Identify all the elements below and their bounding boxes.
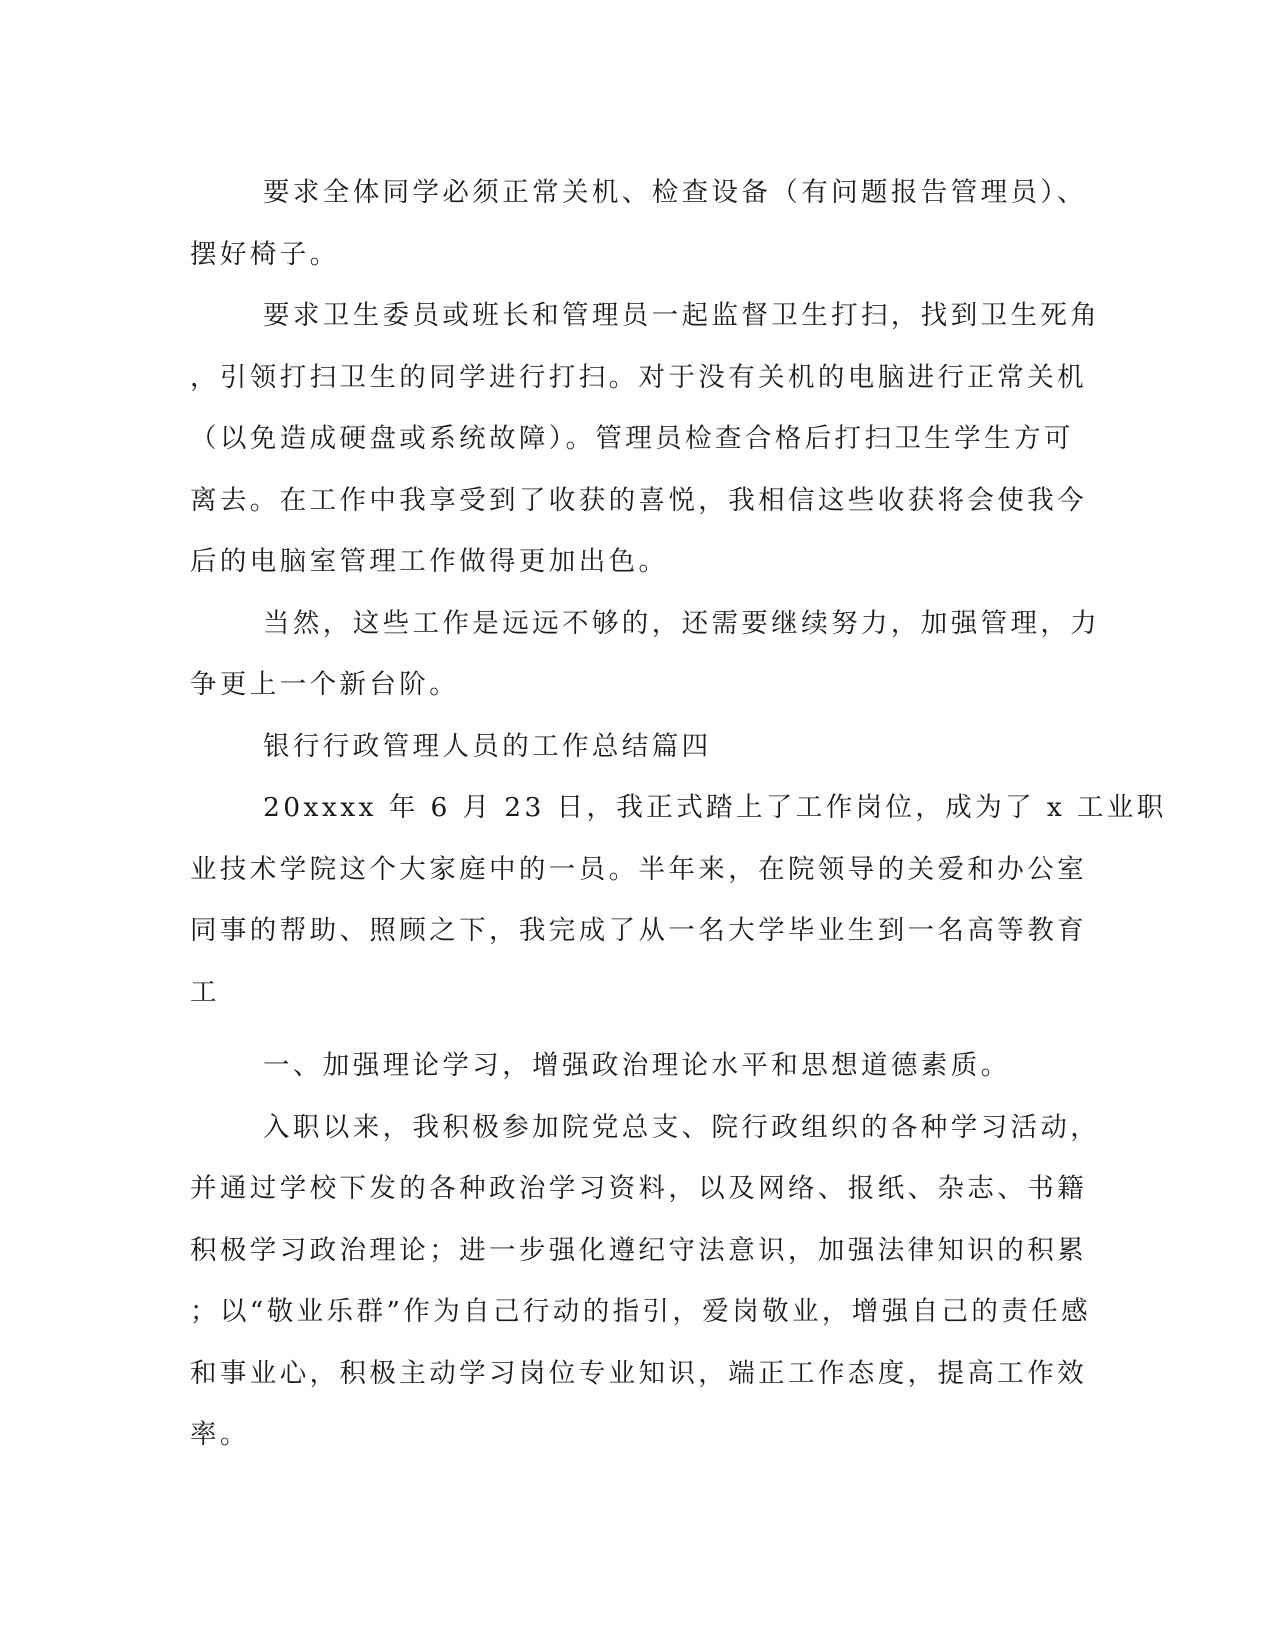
text-line: 离去。在工作中我享受到了收获的喜悦，我相信这些收获将会使我今 bbox=[190, 484, 1087, 516]
paragraph bbox=[190, 285, 1101, 593]
text-line: 业技术学院这个大家庭中的一员。半年来，在院领导的关爱和办公室 bbox=[190, 853, 1087, 885]
text-line: 入职以来，我积极参加院党总支、院行政组织的各种学习活动， bbox=[263, 1111, 1101, 1143]
text-line: 20xxxx 年 6 月 23 日，我正式踏上了工作岗位，成为了 x 工业职 bbox=[263, 792, 1167, 823]
paragraph bbox=[190, 593, 1101, 716]
text-line: ；以“敬业乐群”作为自己行动的指引，爱岗敬业，增强自己的责任感 bbox=[190, 1296, 1091, 1327]
text-line: 争更上一个新台阶。 bbox=[190, 669, 460, 700]
paragraph bbox=[190, 777, 1167, 1023]
heading-text: 银行行政管理人员的工作总结篇四 bbox=[263, 730, 712, 762]
text-line: 并通过学校下发的各种政治学习资料，以及网络、报纸、杂志、书籍 bbox=[190, 1173, 1087, 1204]
text-line: ，引领打扫卫生的同学进行打扫。对于没有关机的电脑进行正常关机 bbox=[190, 361, 1087, 393]
text-line: （以免造成硬盘或系统故障）。管理员检查合格后打扫卫生学生方可 bbox=[190, 423, 1074, 454]
text-line: 积极学习政治理论；进一步强化遵纪守法意识，加强法律知识的积累 bbox=[190, 1234, 1087, 1266]
paragraph bbox=[190, 1097, 1101, 1466]
document-body bbox=[190, 162, 1167, 1466]
text-line: 率。 bbox=[190, 1419, 250, 1450]
section-heading bbox=[190, 716, 1070, 778]
text-line: 摆好椅子。 bbox=[190, 238, 340, 270]
text-line: 要求卫生委员或班长和管理员一起监督卫生打扫，找到卫生死角 bbox=[263, 300, 1101, 331]
text-line: 一、加强理论学习，增强政治理论水平和思想道德素质。 bbox=[263, 1050, 1011, 1081]
text-line: 后的电脑室管理工作做得更加出色。 bbox=[190, 546, 669, 577]
text-line: 和事业心，积极主动学习岗位专业知识，端正工作态度，提高工作效 bbox=[190, 1357, 1087, 1389]
text-line: 同事的帮助、照顾之下，我完成了从一名大学毕业生到一名高等教育 bbox=[190, 915, 1087, 946]
spacer bbox=[190, 1023, 1070, 1035]
paragraph bbox=[190, 1035, 1070, 1097]
paragraph bbox=[190, 162, 1087, 285]
text-line: 要求全体同学必须正常关机、检查设备（有问题报告管理员）、 bbox=[263, 177, 1087, 208]
text-line: 工 bbox=[190, 976, 220, 1008]
text-line: 当然，这些工作是远远不够的，还需要继续努力，加强管理，力 bbox=[263, 607, 1101, 639]
